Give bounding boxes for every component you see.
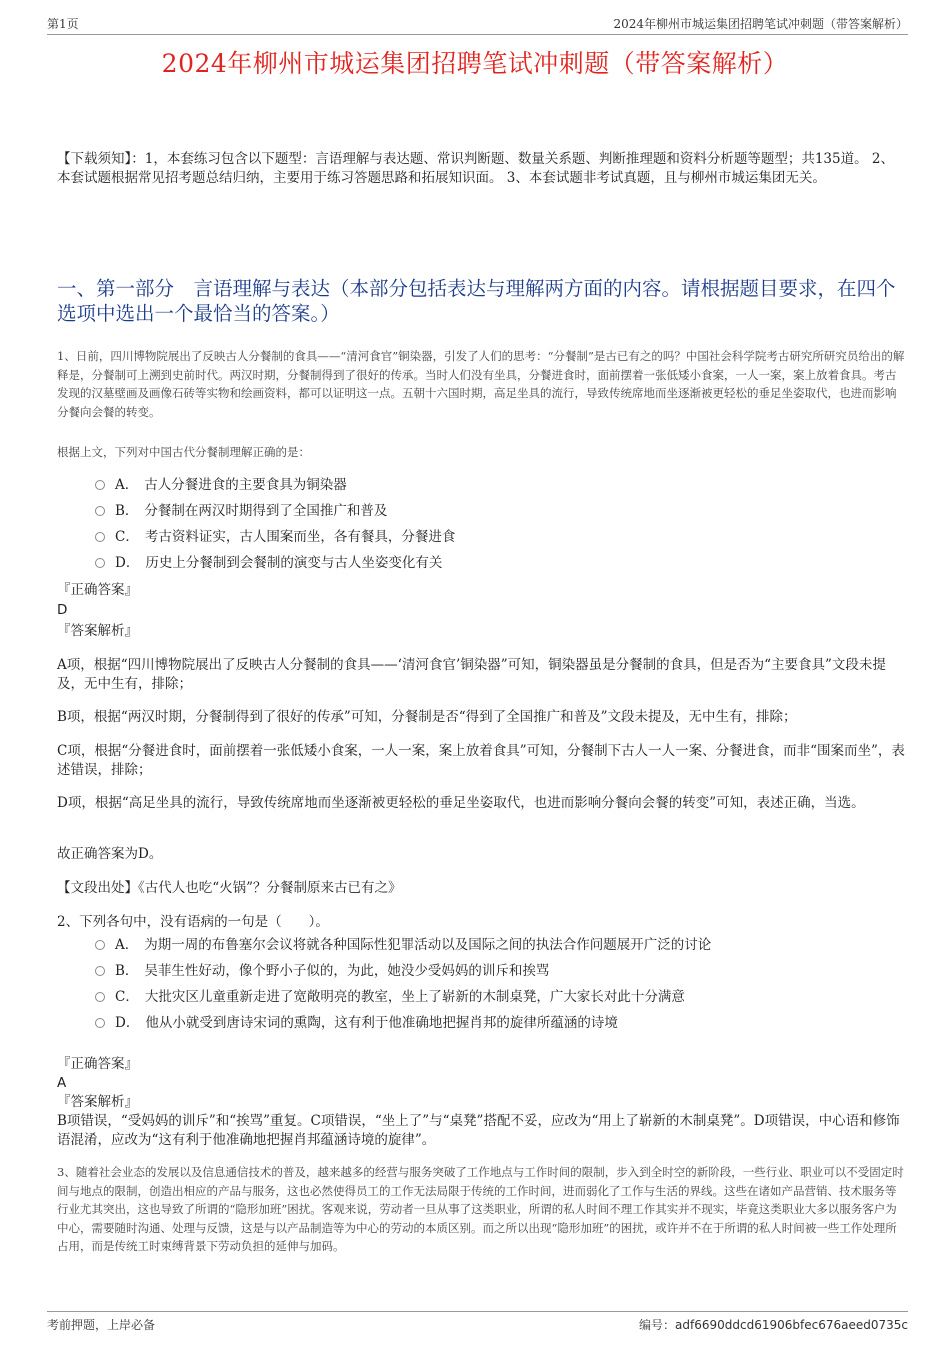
option-d[interactable]: D． 他从小就受到唐诗宋词的熏陶，这有利于他准确地把握肖邦的旋律所蕴涵的诗境 (95, 1010, 905, 1036)
radio-icon[interactable] (95, 480, 105, 490)
question-2-options (95, 932, 905, 1036)
option-a[interactable]: A． 古人分餐进食的主要食具为铜染器 (95, 472, 905, 498)
source-citation: 【文段出处】《古代人也吃“火锅”？分餐制原来古已有之》 (57, 880, 402, 896)
radio-icon[interactable] (95, 1018, 105, 1028)
analysis-c: C项，根据“分餐进食时，面前摆着一张低矮小食案，一人一案，案上放着食具”可知，分餐制下古人一人一案、分餐进食，而非“围案而坐”，表述错误，排除； (57, 743, 905, 778)
question-1-prompt: 根据上文，下列对中国古代分餐制理解正确的是： (57, 445, 310, 459)
analysis-label: 『答案解析』 (57, 623, 138, 639)
radio-icon[interactable] (95, 506, 105, 516)
analysis-text: B项错误，“受妈妈的训斥”和“挨骂”重复。C项错误，“坐上了”与“桌凳”搭配不妥，应改为“用上了崭新的木制桌凳”。D项错误，中心语和修饰语混淆，应改为“这有利于他准确地把握肖邦蕴涵诗境的旋律”。 (57, 1113, 900, 1148)
page-header (47, 12, 908, 35)
document-title: 2024年柳州市城运集团招聘笔试冲刺题（带答案解析） (161, 49, 789, 78)
option-d[interactable]: D． 历史上分餐制到会餐制的演变与古人坐姿变化有关 (95, 550, 905, 576)
question-2-stem: 2、下列各句中，没有语病的一句是（ ）。 (57, 914, 329, 930)
radio-icon[interactable] (95, 992, 105, 1002)
footer-code: 编号：adf6690ddcd61906bfec676aeed0735c (639, 1318, 908, 1332)
radio-icon[interactable] (95, 558, 105, 568)
question-1-options (95, 472, 905, 576)
answer-label: 『正确答案』 (57, 1056, 138, 1072)
radio-icon[interactable] (95, 966, 105, 976)
page-number: 第1页 (47, 17, 79, 31)
answer-value: A (57, 1075, 67, 1091)
question-3-stem: 3、随着社会业态的发展以及信息通信技术的普及，越来越多的经营与服务突破了工作地点与工作时间的限制，步入到全时空的新阶段，一些行业、职业可以不受固定时间与地点的限制，创造出相应的产品与服务，这也必然使得员工的工作无法局限于传统的工作时间，进而弱化了工作与生活的界线。这些在诸如产品营销、技术服务等行业尤其突出，这也导致了所谓的“隐形加班”困扰。客观来说，劳动者一旦从事了这类职业，所谓的私人时间不理工作其实并不现实，毕竟这类职业大多以服务客户为中心，需要随时沟通、处理与反馈，这是与以产品制造等为中心的劳动的本质区别。而之所以出现“隐形加班”的困扰，或许并不在于所谓的私人时间被一些工作处理所占用，而是传统工时束缚背景下劳动负担的延伸与加码。 (57, 1165, 904, 1253)
radio-icon[interactable] (95, 532, 105, 542)
header-doc-title: 2024年柳州市城运集团招聘笔试冲刺题（带答案解析） (613, 17, 908, 31)
radio-icon[interactable] (95, 940, 105, 950)
download-notice: 【下载须知】：1，本套练习包含以下题型：言语理解与表达题、常识判断题、数量关系题、判断推理题和资料分析题等题型；共135道。 2、本套试题根据常见招考题总结归纳，主要用于练习答题思路和拓展知识面。 3、本套试题非考试真题，且与柳州市城运集团无关。 (57, 151, 894, 186)
question-1-stem: 1、日前，四川博物院展出了反映古人分餐制的食具——“清河食官”铜染器，引发了人们的思考：“分餐制”是古已有之的吗？中国社会科学院考古研究所研究员给出的解释是，分餐制可上溯到史前时代。两汉时期，分餐制得到了很好的传承。当时人们没有坐具，分餐进食时，面前摆着一张低矮小食案，一人一案，案上放着食具。考古发现的汉墓壁画及画像石砖等实物和绘画资料，都可以证明这一点。五朝十六国时期，高足坐具的流行，导致传统席地而坐逐渐被更轻松的垂足坐姿取代，也进而影响分餐向会餐的转变。 (57, 349, 905, 419)
option-b[interactable]: B． 吴菲生性好动，像个野小子似的，为此，她没少受妈妈的训斥和挨骂 (95, 958, 905, 984)
section-heading: 一、第一部分 言语理解与表达（本部分包括表达与理解两方面的内容。请根据题目要求，在四个选项中选出一个最恰当的答案。） (57, 277, 896, 325)
analysis-b: B项，根据“两汉时期，分餐制得到了很好的传承”可知，分餐制是否“得到了全国推广和普及”文段未提及，无中生有，排除； (57, 709, 797, 725)
option-a[interactable]: A． 为期一周的布鲁塞尔会议将就各种国际性犯罪活动以及国际之间的执法合作问题展开广泛的讨论 (95, 932, 905, 958)
answer-value: D (57, 602, 68, 618)
analysis-conclusion: 故正确答案为D。 (57, 846, 163, 862)
option-c[interactable]: C． 考古资料证实，古人围案而坐，各有餐具，分餐进食 (95, 524, 905, 550)
footer-slogan: 考前押题，上岸必备 (47, 1318, 156, 1332)
analysis-a: A项，根据“四川博物院展出了反映古人分餐制的食具——‘清河食官’铜染器”可知，铜染器虽是分餐制的食具，但是否为“主要食具”文段未提及，无中生有，排除； (57, 657, 886, 692)
analysis-label: 『答案解析』 (57, 1094, 138, 1110)
analysis-d: D项，根据“高足坐具的流行，导致传统席地而坐逐渐被更轻松的垂足坐姿取代，也进而影响分餐向会餐的转变”可知，表述正确，当选。 (57, 795, 865, 811)
page-footer (47, 1311, 908, 1334)
option-b[interactable]: B． 分餐制在两汉时期得到了全国推广和普及 (95, 498, 905, 524)
option-c[interactable]: C． 大批灾区儿童重新走进了宽敞明亮的教室，坐上了崭新的木制桌凳，广大家长对此十分满意 (95, 984, 905, 1010)
answer-label: 『正确答案』 (57, 582, 138, 598)
